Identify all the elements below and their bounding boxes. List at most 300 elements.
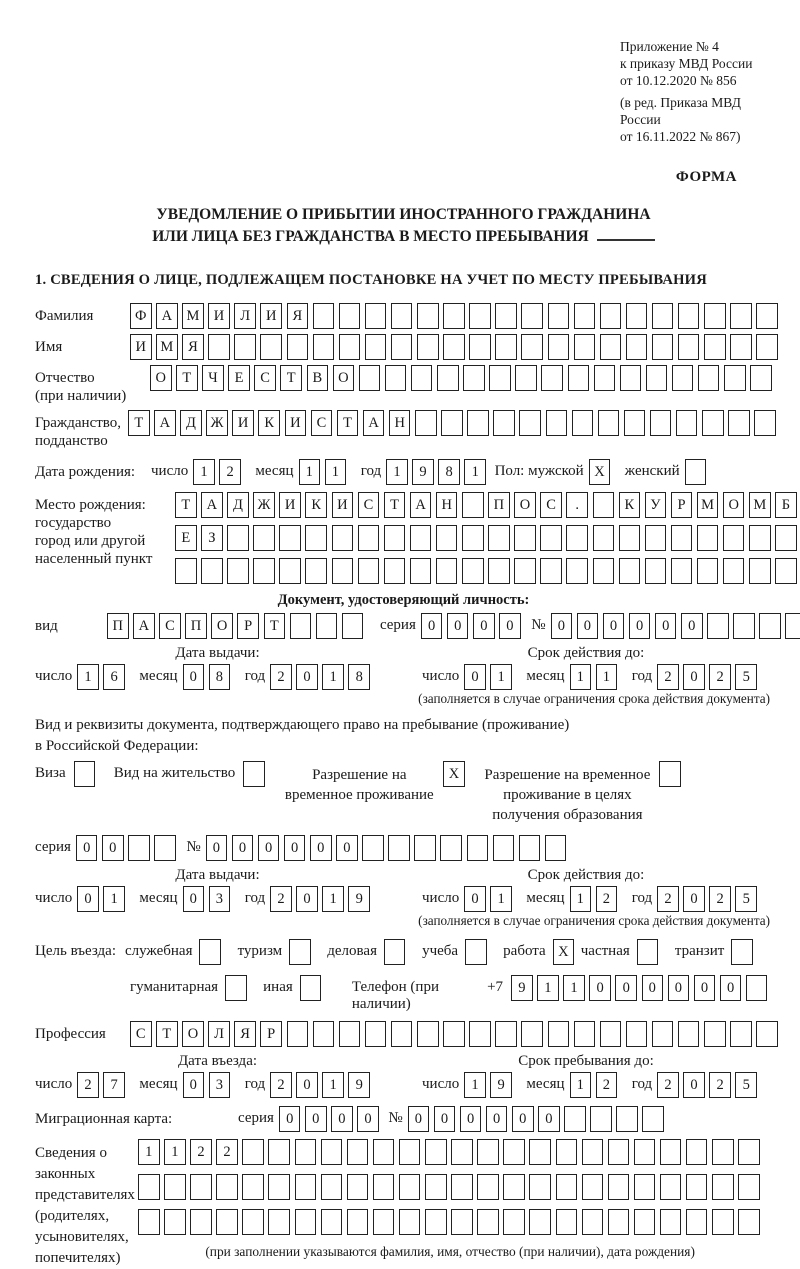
char-box[interactable]: 9 xyxy=(511,975,533,1001)
char-box[interactable] xyxy=(733,613,755,639)
char-box[interactable] xyxy=(738,1209,760,1235)
char-box[interactable] xyxy=(295,1174,317,1200)
char-box[interactable] xyxy=(616,1106,638,1132)
char-box[interactable] xyxy=(775,525,797,551)
char-box[interactable]: Ж xyxy=(253,492,275,518)
char-box[interactable] xyxy=(730,1021,752,1047)
char-box[interactable] xyxy=(598,410,620,436)
char-box[interactable]: 0 xyxy=(206,835,228,861)
char-box[interactable]: Л xyxy=(208,1021,230,1047)
char-box[interactable]: 1 xyxy=(570,886,592,912)
char-box[interactable] xyxy=(723,558,745,584)
char-box[interactable] xyxy=(702,410,724,436)
char-box[interactable]: 1 xyxy=(563,975,585,1001)
char-box[interactable]: Б xyxy=(775,492,797,518)
char-box[interactable] xyxy=(321,1139,343,1165)
char-box[interactable]: 0 xyxy=(336,835,358,861)
char-box[interactable] xyxy=(619,558,641,584)
char-box[interactable] xyxy=(556,1139,578,1165)
char-box[interactable] xyxy=(443,1021,465,1047)
char-box[interactable]: 1 xyxy=(570,664,592,690)
char-box[interactable]: Ф xyxy=(130,303,152,329)
char-box[interactable]: 1 xyxy=(299,459,321,485)
char-box[interactable] xyxy=(321,1174,343,1200)
char-box[interactable] xyxy=(440,835,462,861)
char-box[interactable]: 8 xyxy=(438,459,460,485)
char-box[interactable] xyxy=(467,410,489,436)
char-box[interactable]: 5 xyxy=(735,664,757,690)
char-box[interactable]: С xyxy=(540,492,562,518)
char-box[interactable] xyxy=(707,613,729,639)
char-box[interactable] xyxy=(495,334,517,360)
char-box[interactable]: 7 xyxy=(103,1072,125,1098)
char-box[interactable]: 0 xyxy=(232,835,254,861)
char-box[interactable] xyxy=(574,303,596,329)
char-box[interactable] xyxy=(437,365,459,391)
char-box[interactable] xyxy=(600,1021,622,1047)
char-box[interactable] xyxy=(321,1209,343,1235)
char-box[interactable] xyxy=(190,1174,212,1200)
char-box[interactable]: 2 xyxy=(77,1072,99,1098)
char-box[interactable]: 2 xyxy=(270,886,292,912)
char-box[interactable]: 3 xyxy=(209,886,231,912)
char-box[interactable]: С xyxy=(159,613,181,639)
char-box[interactable] xyxy=(704,1021,726,1047)
char-box[interactable] xyxy=(704,334,726,360)
char-box[interactable]: 0 xyxy=(408,1106,430,1132)
char-box[interactable] xyxy=(74,761,96,787)
char-box[interactable] xyxy=(342,613,364,639)
char-box[interactable] xyxy=(626,334,648,360)
char-box[interactable]: Д xyxy=(180,410,202,436)
char-box[interactable]: 2 xyxy=(709,886,731,912)
char-box[interactable] xyxy=(451,1174,473,1200)
char-box[interactable]: 2 xyxy=(270,1072,292,1098)
char-box[interactable]: 8 xyxy=(348,664,370,690)
char-box[interactable] xyxy=(493,410,515,436)
char-box[interactable] xyxy=(495,303,517,329)
char-box[interactable] xyxy=(339,303,361,329)
char-box[interactable] xyxy=(287,334,309,360)
char-box[interactable]: И xyxy=(260,303,282,329)
char-box[interactable]: 0 xyxy=(460,1106,482,1132)
char-box[interactable] xyxy=(529,1139,551,1165)
char-box[interactable]: С xyxy=(311,410,333,436)
char-box[interactable]: 1 xyxy=(103,886,125,912)
char-box[interactable]: А xyxy=(410,492,432,518)
char-box[interactable] xyxy=(164,1209,186,1235)
char-box[interactable] xyxy=(477,1139,499,1165)
char-box[interactable] xyxy=(391,334,413,360)
char-box[interactable]: Т xyxy=(156,1021,178,1047)
char-box[interactable]: И xyxy=(130,334,152,360)
char-box[interactable] xyxy=(268,1209,290,1235)
char-box[interactable] xyxy=(365,334,387,360)
char-box[interactable] xyxy=(756,1021,778,1047)
char-box[interactable] xyxy=(600,303,622,329)
char-box[interactable] xyxy=(514,558,536,584)
char-box[interactable]: С xyxy=(358,492,380,518)
char-box[interactable]: Т xyxy=(337,410,359,436)
char-box[interactable]: И xyxy=(285,410,307,436)
char-box[interactable] xyxy=(253,525,275,551)
char-box[interactable] xyxy=(164,1174,186,1200)
char-box[interactable] xyxy=(619,525,641,551)
char-box[interactable]: 2 xyxy=(657,664,679,690)
char-box[interactable]: И xyxy=(208,303,230,329)
char-box[interactable]: 0 xyxy=(720,975,742,1001)
char-box[interactable]: 0 xyxy=(603,613,625,639)
char-box[interactable] xyxy=(465,939,487,965)
char-box[interactable] xyxy=(738,1139,760,1165)
char-box[interactable] xyxy=(279,525,301,551)
char-box[interactable] xyxy=(417,334,439,360)
char-box[interactable] xyxy=(590,1106,612,1132)
char-box[interactable]: Я xyxy=(182,334,204,360)
char-box[interactable]: 2 xyxy=(216,1139,238,1165)
char-box[interactable] xyxy=(645,558,667,584)
char-box[interactable]: К xyxy=(619,492,641,518)
char-box[interactable]: П xyxy=(107,613,129,639)
char-box[interactable] xyxy=(268,1139,290,1165)
char-box[interactable] xyxy=(756,334,778,360)
char-box[interactable]: М xyxy=(182,303,204,329)
char-box[interactable] xyxy=(608,1209,630,1235)
char-box[interactable] xyxy=(358,558,380,584)
char-box[interactable]: З xyxy=(201,525,223,551)
char-box[interactable] xyxy=(469,334,491,360)
char-box[interactable]: П xyxy=(488,492,510,518)
char-box[interactable] xyxy=(451,1139,473,1165)
char-box[interactable]: 1 xyxy=(193,459,215,485)
char-box[interactable] xyxy=(529,1209,551,1235)
char-box[interactable]: Т xyxy=(264,613,286,639)
char-box[interactable]: А xyxy=(363,410,385,436)
char-box[interactable]: 0 xyxy=(183,886,205,912)
char-box[interactable] xyxy=(521,1021,543,1047)
char-box[interactable] xyxy=(626,1021,648,1047)
char-box[interactable] xyxy=(462,492,484,518)
char-box[interactable] xyxy=(574,1021,596,1047)
char-box[interactable]: У xyxy=(645,492,667,518)
char-box[interactable] xyxy=(548,303,570,329)
char-box[interactable] xyxy=(462,558,484,584)
char-box[interactable] xyxy=(313,1021,335,1047)
char-box[interactable]: 0 xyxy=(331,1106,353,1132)
char-box[interactable]: 1 xyxy=(77,664,99,690)
char-box[interactable]: П xyxy=(185,613,207,639)
char-box[interactable] xyxy=(216,1174,238,1200)
char-box[interactable]: 0 xyxy=(629,613,651,639)
char-box[interactable] xyxy=(138,1209,160,1235)
char-box[interactable] xyxy=(678,1021,700,1047)
char-box[interactable] xyxy=(608,1139,630,1165)
char-box[interactable] xyxy=(199,939,221,965)
char-box[interactable] xyxy=(746,975,768,1001)
char-box[interactable]: 0 xyxy=(655,613,677,639)
char-box[interactable] xyxy=(175,558,197,584)
char-box[interactable]: X xyxy=(553,939,575,965)
char-box[interactable] xyxy=(295,1139,317,1165)
char-box[interactable] xyxy=(678,303,700,329)
char-box[interactable]: 0 xyxy=(642,975,664,1001)
char-box[interactable]: Ж xyxy=(206,410,228,436)
char-box[interactable] xyxy=(391,303,413,329)
char-box[interactable] xyxy=(646,365,668,391)
char-box[interactable] xyxy=(659,761,681,787)
char-box[interactable] xyxy=(521,334,543,360)
char-box[interactable]: 0 xyxy=(310,835,332,861)
char-box[interactable] xyxy=(462,525,484,551)
char-box[interactable]: . xyxy=(566,492,588,518)
char-box[interactable] xyxy=(756,303,778,329)
char-box[interactable] xyxy=(582,1209,604,1235)
char-box[interactable]: 0 xyxy=(683,664,705,690)
char-box[interactable] xyxy=(260,334,282,360)
char-box[interactable] xyxy=(347,1174,369,1200)
char-box[interactable] xyxy=(358,525,380,551)
char-box[interactable]: 1 xyxy=(464,1072,486,1098)
char-box[interactable] xyxy=(704,303,726,329)
char-box[interactable] xyxy=(671,558,693,584)
char-box[interactable] xyxy=(287,1021,309,1047)
char-box[interactable] xyxy=(347,1139,369,1165)
char-box[interactable] xyxy=(545,835,567,861)
char-box[interactable]: Е xyxy=(175,525,197,551)
char-box[interactable] xyxy=(373,1174,395,1200)
char-box[interactable]: 0 xyxy=(305,1106,327,1132)
char-box[interactable] xyxy=(514,525,536,551)
char-box[interactable] xyxy=(712,1209,734,1235)
char-box[interactable] xyxy=(660,1139,682,1165)
char-box[interactable] xyxy=(365,303,387,329)
char-box[interactable]: Я xyxy=(287,303,309,329)
char-box[interactable] xyxy=(572,410,594,436)
char-box[interactable] xyxy=(731,939,753,965)
char-box[interactable] xyxy=(686,1139,708,1165)
char-box[interactable] xyxy=(712,1139,734,1165)
char-box[interactable]: Т xyxy=(280,365,302,391)
char-box[interactable]: 2 xyxy=(709,664,731,690)
char-box[interactable] xyxy=(225,975,247,1001)
char-box[interactable] xyxy=(686,1209,708,1235)
char-box[interactable]: Р xyxy=(237,613,259,639)
char-box[interactable]: 1 xyxy=(596,664,618,690)
char-box[interactable] xyxy=(365,1021,387,1047)
char-box[interactable]: 1 xyxy=(490,664,512,690)
char-box[interactable] xyxy=(253,558,275,584)
char-box[interactable] xyxy=(660,1209,682,1235)
char-box[interactable]: К xyxy=(305,492,327,518)
char-box[interactable] xyxy=(295,1209,317,1235)
char-box[interactable]: В xyxy=(307,365,329,391)
char-box[interactable]: 8 xyxy=(209,664,231,690)
char-box[interactable] xyxy=(637,939,659,965)
char-box[interactable]: А xyxy=(201,492,223,518)
char-box[interactable]: 1 xyxy=(464,459,486,485)
char-box[interactable] xyxy=(436,558,458,584)
char-box[interactable] xyxy=(634,1174,656,1200)
char-box[interactable]: О xyxy=(514,492,536,518)
char-box[interactable]: Р xyxy=(671,492,693,518)
char-box[interactable] xyxy=(697,525,719,551)
char-box[interactable] xyxy=(242,1139,264,1165)
char-box[interactable] xyxy=(676,410,698,436)
char-box[interactable]: Т xyxy=(176,365,198,391)
char-box[interactable] xyxy=(227,558,249,584)
char-box[interactable] xyxy=(414,835,436,861)
char-box[interactable] xyxy=(634,1209,656,1235)
char-box[interactable]: Н xyxy=(389,410,411,436)
char-box[interactable]: 1 xyxy=(138,1139,160,1165)
char-box[interactable] xyxy=(566,558,588,584)
char-box[interactable]: 1 xyxy=(386,459,408,485)
char-box[interactable]: И xyxy=(279,492,301,518)
char-box[interactable]: И xyxy=(232,410,254,436)
char-box[interactable] xyxy=(650,410,672,436)
char-box[interactable]: 2 xyxy=(657,1072,679,1098)
char-box[interactable] xyxy=(594,365,616,391)
char-box[interactable] xyxy=(347,1209,369,1235)
char-box[interactable] xyxy=(529,1174,551,1200)
char-box[interactable] xyxy=(574,334,596,360)
char-box[interactable] xyxy=(242,1174,264,1200)
char-box[interactable] xyxy=(399,1209,421,1235)
char-box[interactable]: 3 xyxy=(209,1072,231,1098)
char-box[interactable]: Е xyxy=(228,365,250,391)
char-box[interactable] xyxy=(546,410,568,436)
char-box[interactable] xyxy=(436,525,458,551)
char-box[interactable]: Т xyxy=(175,492,197,518)
char-box[interactable]: 2 xyxy=(657,886,679,912)
char-box[interactable]: 0 xyxy=(357,1106,379,1132)
char-box[interactable] xyxy=(754,410,776,436)
char-box[interactable]: М xyxy=(156,334,178,360)
char-box[interactable] xyxy=(503,1209,525,1235)
char-box[interactable] xyxy=(290,613,312,639)
char-box[interactable]: X xyxy=(589,459,611,485)
char-box[interactable]: 0 xyxy=(615,975,637,1001)
char-box[interactable] xyxy=(373,1139,395,1165)
char-box[interactable] xyxy=(425,1209,447,1235)
char-box[interactable] xyxy=(154,835,176,861)
char-box[interactable]: 0 xyxy=(538,1106,560,1132)
char-box[interactable]: 5 xyxy=(735,886,757,912)
char-box[interactable]: 0 xyxy=(447,613,469,639)
char-box[interactable] xyxy=(730,303,752,329)
char-box[interactable] xyxy=(477,1209,499,1235)
char-box[interactable] xyxy=(724,365,746,391)
char-box[interactable]: 0 xyxy=(668,975,690,1001)
char-box[interactable] xyxy=(138,1174,160,1200)
char-box[interactable]: 0 xyxy=(473,613,495,639)
char-box[interactable]: 2 xyxy=(596,886,618,912)
char-box[interactable] xyxy=(541,365,563,391)
char-box[interactable] xyxy=(519,835,541,861)
char-box[interactable]: 1 xyxy=(164,1139,186,1165)
char-box[interactable] xyxy=(415,410,437,436)
char-box[interactable] xyxy=(686,1174,708,1200)
char-box[interactable] xyxy=(425,1139,447,1165)
char-box[interactable]: 0 xyxy=(577,613,599,639)
char-box[interactable]: 0 xyxy=(102,835,124,861)
char-box[interactable] xyxy=(548,1021,570,1047)
char-box[interactable] xyxy=(728,410,750,436)
char-box[interactable]: 5 xyxy=(735,1072,757,1098)
char-box[interactable]: 6 xyxy=(103,664,125,690)
char-box[interactable]: К xyxy=(258,410,280,436)
char-box[interactable]: 0 xyxy=(258,835,280,861)
char-box[interactable] xyxy=(582,1139,604,1165)
char-box[interactable] xyxy=(698,365,720,391)
char-box[interactable] xyxy=(519,410,541,436)
char-box[interactable] xyxy=(242,1209,264,1235)
char-box[interactable] xyxy=(489,365,511,391)
char-box[interactable]: 0 xyxy=(77,886,99,912)
char-box[interactable] xyxy=(515,365,537,391)
char-box[interactable] xyxy=(759,613,781,639)
char-box[interactable] xyxy=(443,334,465,360)
char-box[interactable] xyxy=(384,558,406,584)
char-box[interactable] xyxy=(477,1174,499,1200)
char-box[interactable]: 1 xyxy=(322,1072,344,1098)
char-box[interactable] xyxy=(620,365,642,391)
char-box[interactable]: А xyxy=(154,410,176,436)
char-box[interactable]: 0 xyxy=(284,835,306,861)
char-box[interactable]: 0 xyxy=(296,886,318,912)
char-box[interactable]: Р xyxy=(260,1021,282,1047)
char-box[interactable]: 0 xyxy=(499,613,521,639)
char-box[interactable] xyxy=(359,365,381,391)
char-box[interactable] xyxy=(313,334,335,360)
char-box[interactable] xyxy=(410,558,432,584)
char-box[interactable] xyxy=(332,558,354,584)
char-box[interactable] xyxy=(305,558,327,584)
char-box[interactable] xyxy=(738,1174,760,1200)
char-box[interactable] xyxy=(593,558,615,584)
char-box[interactable] xyxy=(216,1209,238,1235)
char-box[interactable] xyxy=(652,1021,674,1047)
char-box[interactable] xyxy=(521,303,543,329)
char-box[interactable] xyxy=(730,334,752,360)
char-box[interactable] xyxy=(339,1021,361,1047)
char-box[interactable]: 9 xyxy=(412,459,434,485)
char-box[interactable] xyxy=(750,365,772,391)
char-box[interactable]: 0 xyxy=(76,835,98,861)
char-box[interactable]: А xyxy=(133,613,155,639)
char-box[interactable] xyxy=(660,1174,682,1200)
char-box[interactable]: 0 xyxy=(183,1072,205,1098)
char-box[interactable]: 9 xyxy=(490,1072,512,1098)
char-box[interactable] xyxy=(723,525,745,551)
char-box[interactable] xyxy=(556,1174,578,1200)
char-box[interactable] xyxy=(305,525,327,551)
char-box[interactable] xyxy=(208,334,230,360)
char-box[interactable]: Ч xyxy=(202,365,224,391)
char-box[interactable]: О xyxy=(150,365,172,391)
char-box[interactable] xyxy=(417,1021,439,1047)
char-box[interactable]: С xyxy=(254,365,276,391)
char-box[interactable]: 0 xyxy=(694,975,716,1001)
char-box[interactable] xyxy=(593,492,615,518)
char-box[interactable]: 2 xyxy=(219,459,241,485)
char-box[interactable]: М xyxy=(697,492,719,518)
char-box[interactable] xyxy=(316,613,338,639)
char-box[interactable] xyxy=(443,303,465,329)
char-box[interactable] xyxy=(568,365,590,391)
char-box[interactable] xyxy=(339,334,361,360)
char-box[interactable] xyxy=(469,303,491,329)
